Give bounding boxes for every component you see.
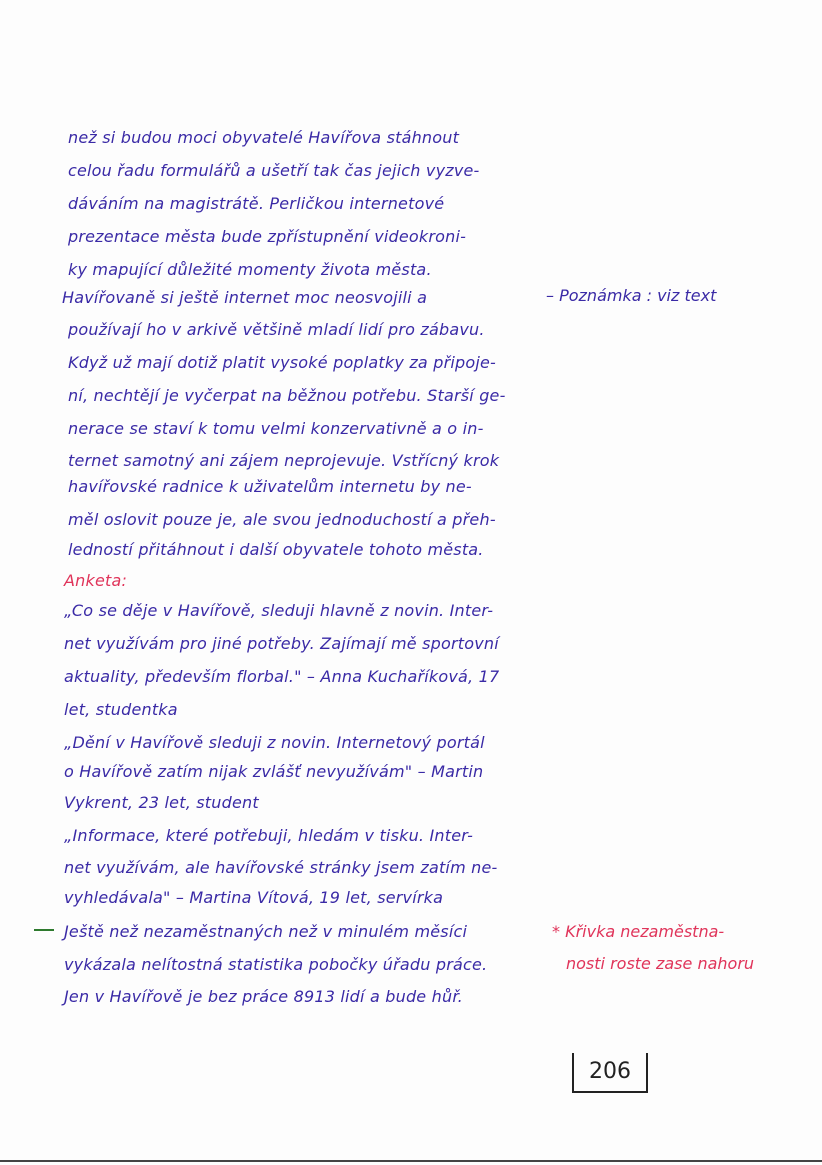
- text-line-22: Vykrent, 23 let, student: [64, 793, 259, 812]
- text-line-21: o Havířově zatím nijak zvlášť nevyužívám" – Martin: [64, 762, 484, 781]
- text-line-16: „Co se děje v Havířově, sleduji hlavně z novin. Inter-: [64, 601, 494, 620]
- text-line-28: Jen v Havířově je bez práce 8913 lidí a bude hůř.: [64, 987, 463, 1006]
- text-line-10: nerace se staví k tomu velmi konzervativně a o in-: [68, 419, 484, 438]
- text-line-24: net využívám, ale havířovské stránky jsem zatím ne-: [64, 858, 498, 877]
- text-line-23: „Informace, které potřebuji, hledám v tisku. Inter-: [64, 826, 474, 845]
- page-number: 206: [589, 1059, 631, 1084]
- text-line-8: Když už mají dotiž platit vysoké poplatky za připoje-: [68, 353, 497, 372]
- text-line-4: prezentace města bude zpřístupnění videokroni-: [68, 227, 467, 246]
- text-line-1: než si budou moci obyvatelé Havířova stáhnout: [68, 128, 460, 147]
- text-line-25: vyhledávala" – Martina Vítová, 19 let, servírka: [64, 888, 444, 907]
- text-line-5: ky mapující důležité momenty života města.: [68, 260, 432, 279]
- bottom-edge-line: [0, 1160, 822, 1162]
- text-line-17: net využívám pro jiné potřeby. Zajímají mě sportovní: [64, 634, 499, 653]
- text-line-18: aktuality, především florbal." – Anna Kuchaříková, 17: [64, 667, 500, 686]
- text-line-11: ternet samotný ani zájem neprojevuje. Vstřícný krok: [68, 451, 500, 470]
- text-line-7: používají ho v arkivě většině mladí lidí pro zábavu.: [68, 320, 485, 339]
- text-line-9: ní, nechtějí je vyčerpat na běžnou potřebu. Starší ge-: [68, 386, 506, 405]
- section-heading-anketa: Anketa:: [64, 571, 128, 590]
- margin-note-krivka-2: nosti roste zase nahoru: [566, 954, 755, 973]
- text-line-14: ledností přitáhnout i další obyvatele tohoto města.: [68, 540, 484, 559]
- page-number-box: [572, 1053, 648, 1093]
- text-line-13: měl oslovit pouze je, ale svou jednoduchostí a přeh-: [68, 510, 496, 529]
- margin-note-krivka-1: * Křivka nezaměstna-: [552, 922, 725, 941]
- text-line-20: „Dění v Havířově sleduji z novin. Internetový portál: [64, 733, 485, 752]
- text-line-2: celou řadu formulářů a ušetří tak čas jejich vyzve-: [68, 161, 480, 180]
- text-line-3: dáváním na magistrátě. Perličkou internetové: [68, 194, 445, 213]
- green-dash-mark: [34, 929, 54, 931]
- text-line-19: let, studentka: [64, 700, 178, 719]
- text-line-27: vykázala nelítostná statistika pobočky úřadu práce.: [64, 955, 488, 974]
- margin-note-poznamka: – Poznámka : viz text: [546, 286, 717, 305]
- text-line-26: Ještě než nezaměstnaných než v minulém měsíci: [64, 922, 468, 941]
- text-line-6: Havířovaně si ještě internet moc neosvojili a: [62, 288, 428, 307]
- text-line-12: havířovské radnice k uživatelům internetu by ne-: [68, 477, 472, 496]
